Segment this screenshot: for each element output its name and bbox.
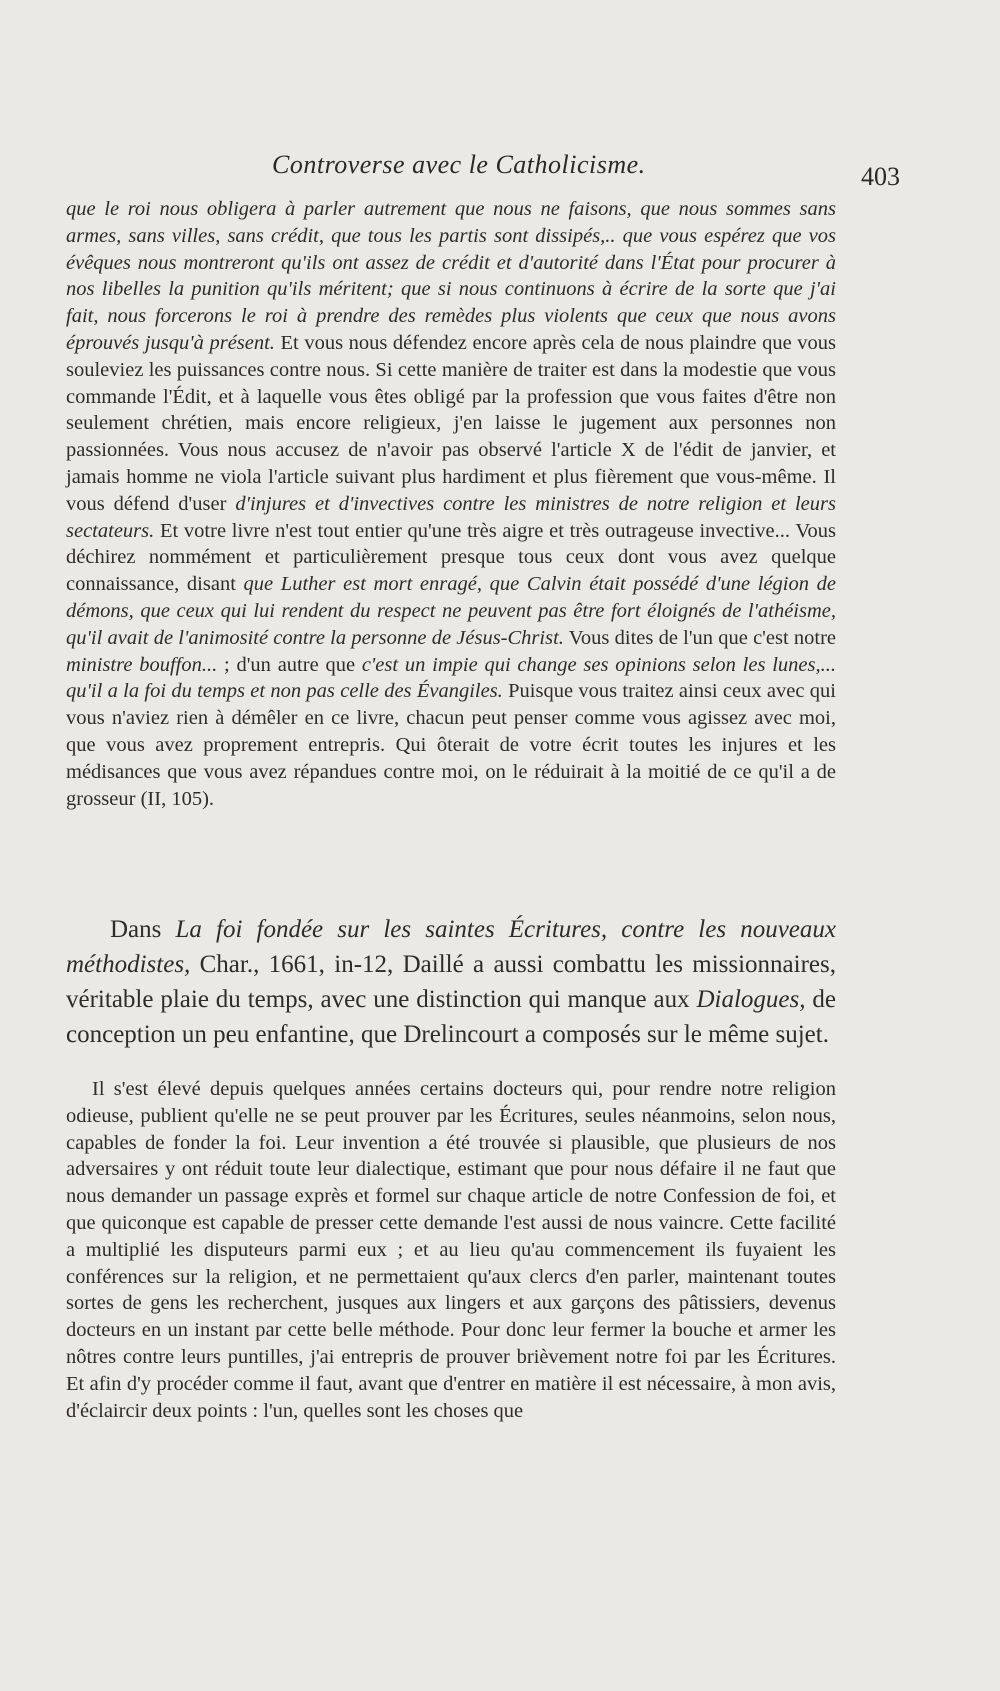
body-text bbox=[66, 912, 836, 1052]
quote-italic-9: c'est un impie qui change ses opinions selon les lunes,... qu'il a la foi du temps et non pas celle des Évangiles. bbox=[66, 653, 836, 703]
book-title-foi-fondee: La foi fondée sur les saintes Écritures, contre les nouveaux méthodistes, bbox=[66, 916, 836, 978]
running-title: Controverse avec le Catholicisme. bbox=[272, 150, 646, 179]
book-title-dialogues: Dialogues, bbox=[696, 986, 806, 1013]
page-number: 403 bbox=[861, 162, 900, 191]
quoted-passage-2 bbox=[66, 1076, 836, 1424]
body-text-3: Char., 1661, in-12, Daillé a aussi combattu les missionnaires, véritable plaie du temps, avec une distinction qui manque aux bbox=[66, 951, 836, 1013]
quote-italic-3: d'injures et d'invectives contre les ministres de notre religion et leurs sectateurs. bbox=[66, 492, 836, 542]
quote-text-10: Puisque vous traitez ainsi ceux avec qui vous n'aviez rien à démêler en ce livre, chacun peut penser comme vous agissez avec moi, que vous avez proprement entrepris. Qui ôterait de votre écrit toutes les injures et les médisances que vous avez répandues contre moi, on le réduirait à la moitié de ce qu'il a de grosseur (II, 105). bbox=[66, 680, 836, 810]
quote-text-4: Et votre livre n'est tout entier qu'une très aigre et très outrageuse invective... Vous déchirez nommément et particulièrement presque tous ceux dont vous avez quelque connaissance, disant bbox=[66, 519, 836, 596]
quote-text-2: Et vous nous défendez encore après cela de nous plaindre que vous souleviez les puissances contre nous. Si cette manière de traiter est dans la modestie que vous commande l'Édit, et à laquelle vous êtes obligé par la profession que vous faites d'être non seulement chrétien, mais encore religieux, j'en laisse le jugement aux personnes non passionnées. Vous nous accusez de n'avoir pas observé l'article X de l'édit de janvier, et jamais homme ne viola l'article suivant plus hardiment et plus fièrement que vous-même. Il vous défend d'user bbox=[66, 331, 836, 515]
body-paragraph bbox=[66, 912, 836, 1052]
quote-italic-5: que Luther est mort enragé, que Calvin était possédé d'une légion de démons, que ceux qui lui rendent du respect ne peuvent pas être fort éloignés de l'athéisme, qu'il avait de l'animosité contre la personne de Jésus-Christ. bbox=[66, 573, 836, 649]
quote2-paragraph: Il s'est élevé depuis quelques années certains docteurs qui, pour rendre notre religion odieuse, publient qu'elle ne se peut prouver par les Écritures, seules néanmoins, selon nous, capables de fonder la foi. Leur invention a été trouvée si plausible, que plusieurs de nos adversaires y ont réduit toute leur dialectique, estimant que pour nous défaire il ne faut que nous demander un passage exprès et formel sur chaque article de notre Confession de foi, et que quiconque est capable de presser cette demande l'est aussi de nous vaincre. Cette facilité a multiplié les disputeurs parmi eux ; et au lieu qu'au commencement ils fuyaient les conférences sur la religion, et ne permettaient qu'aux clercs d'en parler, maintenant toutes sortes de gens les recherchent, jusques aux lingers et aux garçons des pâtissiers, devenus docteurs en un instant par cette belle méthode. Pour donc leur fermer la bouche et armer les nôtres contre leurs puntilles, j'ai entrepris de prouver brièvement notre foi par les Écritures. Et afin d'y procéder comme il faut, avant que d'entrer en matière il est nécessaire, à mon avis, d'éclaircir deux points : l'un, quelles sont les choses que bbox=[66, 1078, 836, 1422]
body-text-5: de conception un peu enfantine, que Drelincourt a composés sur le même sujet. bbox=[66, 986, 836, 1048]
quote-italic-1: que le roi nous obligera à parler autrement que nous ne faisons, que nous sommes sans armes, sans villes, sans crédit, que tous les partis sont dissipés,.. que vous espérez que vos évêques nous montreront qu'ils ont assez de crédit et d'autorité dans l'État pour procurer à nos libelles la punition qu'ils méritent; que si nous continuons à écrire de la sorte que j'ai fait, nous forcerons le roi à prendre des remèdes plus violents que ceux que nous avons éprouvés jusqu'à présent. bbox=[66, 198, 836, 354]
body-text-1: Dans bbox=[110, 916, 176, 943]
page-header bbox=[70, 150, 900, 190]
quote-italic-7: ministre bouffon... bbox=[66, 653, 218, 676]
quoted-passage-1 bbox=[66, 196, 836, 812]
quote-text-6: Vous dites de l'un que c'est notre bbox=[563, 626, 836, 649]
quote-paragraph bbox=[66, 196, 836, 812]
quote-text-8: ; d'un autre que bbox=[217, 653, 362, 676]
